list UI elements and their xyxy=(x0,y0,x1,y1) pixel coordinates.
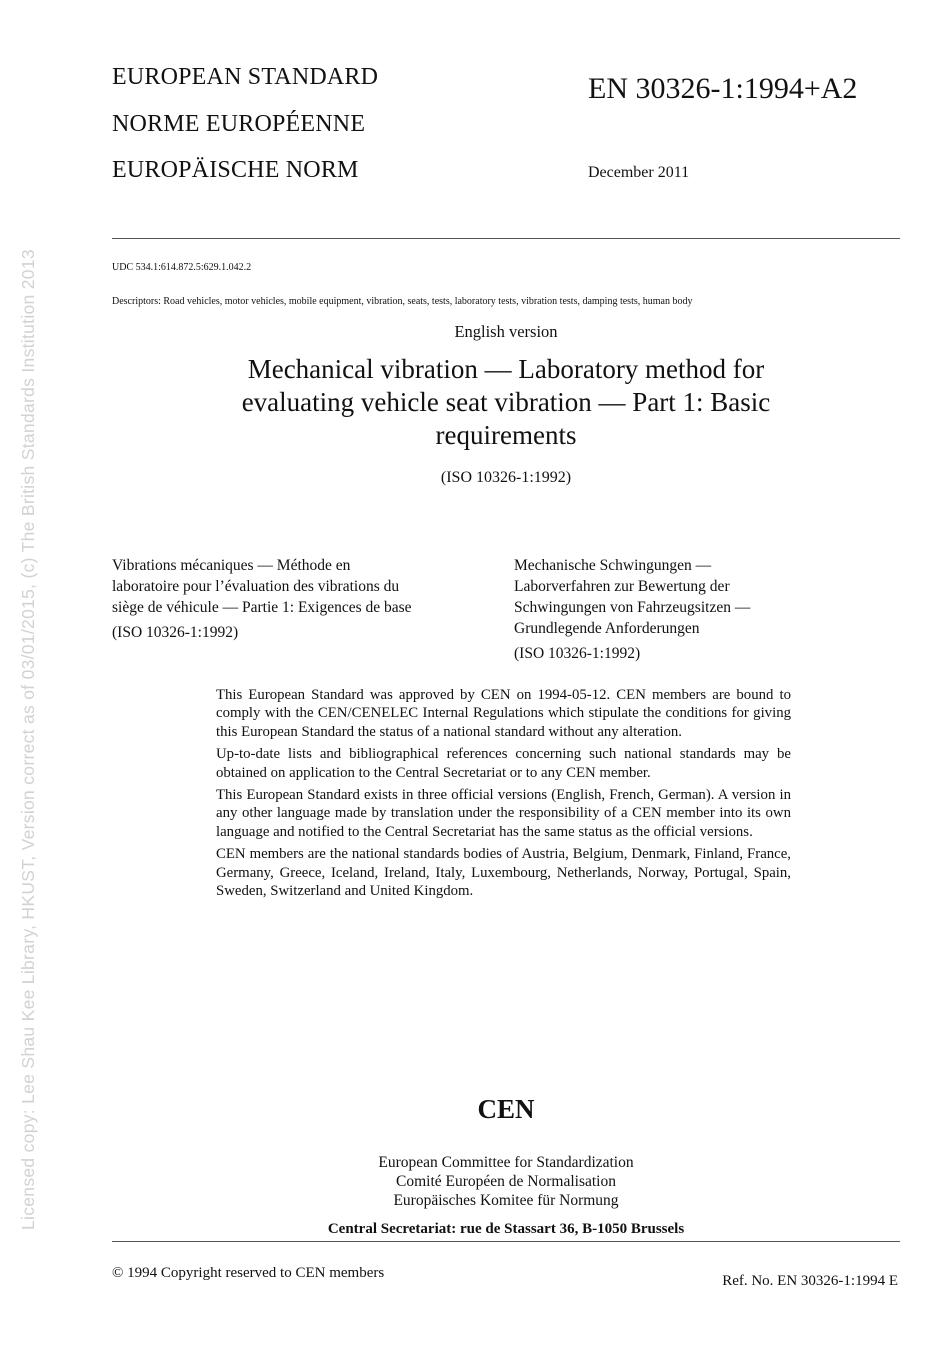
german-title xyxy=(514,555,900,664)
udc-code: UDC 534.1:614.872.5:629.1.042.2 xyxy=(112,262,252,273)
german-title-line: Mechanische Schwingungen — xyxy=(514,557,712,574)
approval-paragraph: This European Standard was approved by CEN on 1994-05-12. CEN members are bound to comply with the CEN/CENELEC Internal Regulations which stipulate the conditions for giving this European Standard the status of a national standard without any alteration. xyxy=(216,687,791,740)
cen-name-de: Europäisches Komitee für Normung xyxy=(393,1192,619,1209)
versions-paragraph: This European Standard exists in three official versions (English, French, German). A version in any other language made by translation under the responsibility of a CEN member into its own language and notified to the Central Secretariat has the same status as the official versions. xyxy=(216,787,791,840)
german-title-line: Laborverfahren zur Bewertung der xyxy=(514,578,730,595)
title-line: evaluating vehicle seat vibration — Part 1: Basic xyxy=(241,387,771,417)
cen-name-fr: Comité Européen de Normalisation xyxy=(396,1173,616,1190)
header-rule xyxy=(112,238,900,239)
copyright-notice: © 1994 Copyright reserved to CEN members xyxy=(112,1265,385,1281)
document-title xyxy=(112,353,900,452)
license-watermark: Licensed copy: Lee Shau Kee Library, HKUST, Version correct as of 03/01/2015, (c) The British Standards Institution 2013 xyxy=(18,249,38,1230)
french-title-line: Vibrations mécaniques — Méthode en xyxy=(112,557,351,574)
cen-name-en: European Committee for Standardization xyxy=(378,1154,634,1171)
central-secretariat: Central Secretariat: rue de Stassart 36, B-1050 Brussels xyxy=(327,1221,685,1237)
german-title-line: Grundlegende Anforderungen xyxy=(514,620,700,637)
cen-full-names xyxy=(112,1153,900,1210)
french-title-line: siège de véhicule — Partie 1: Exigences de base xyxy=(112,599,412,616)
version-label: English version xyxy=(454,322,558,341)
french-title-line: laboratoire pour l’évaluation des vibrations du xyxy=(112,578,400,595)
descriptors: Descriptors: Road vehicles, motor vehicles, mobile equipment, vibration, seats, tests, laboratory tests, vibration tests, damping tests, human body xyxy=(112,296,693,307)
iso-reference: (ISO 10326-1:1992) xyxy=(440,469,572,486)
french-title xyxy=(112,555,504,643)
footer-rule xyxy=(112,1241,900,1242)
standard-name-en: EUROPEAN STANDARD xyxy=(112,64,379,90)
title-line: Mechanical vibration — Laboratory method for xyxy=(247,354,765,384)
approval-notes xyxy=(216,686,791,904)
german-iso-reference: (ISO 10326-1:1992) xyxy=(514,645,641,662)
standard-name-de: EUROPÄISCHE NORM xyxy=(112,157,359,183)
references-paragraph: Up-to-date lists and bibliographical references concerning such national standards may be obtained on application to the Central Secretariat or to any CEN member. xyxy=(216,746,791,781)
reference-number: Ref. No. EN 30326-1:1994 E xyxy=(722,1273,898,1289)
german-title-line: Schwingungen von Fahrzeugsitzen — xyxy=(514,599,751,616)
standard-number: EN 30326-1:1994+A2 xyxy=(588,72,858,105)
publication-date: December 2011 xyxy=(588,164,690,181)
title-line: requirements xyxy=(435,420,577,450)
members-paragraph: CEN members are the national standards bodies of Austria, Belgium, Denmark, Finland, France, Germany, Greece, Iceland, Ireland, Italy, Luxembourg, Netherlands, Norway, Portugal, Spain, Sweden, Switzerland and United Kingdom. xyxy=(216,846,791,900)
cen-logo-text: CEN xyxy=(477,1094,535,1124)
standard-name-fr: NORME EUROPÉENNE xyxy=(112,111,366,137)
french-iso-reference: (ISO 10326-1:1992) xyxy=(112,624,239,641)
